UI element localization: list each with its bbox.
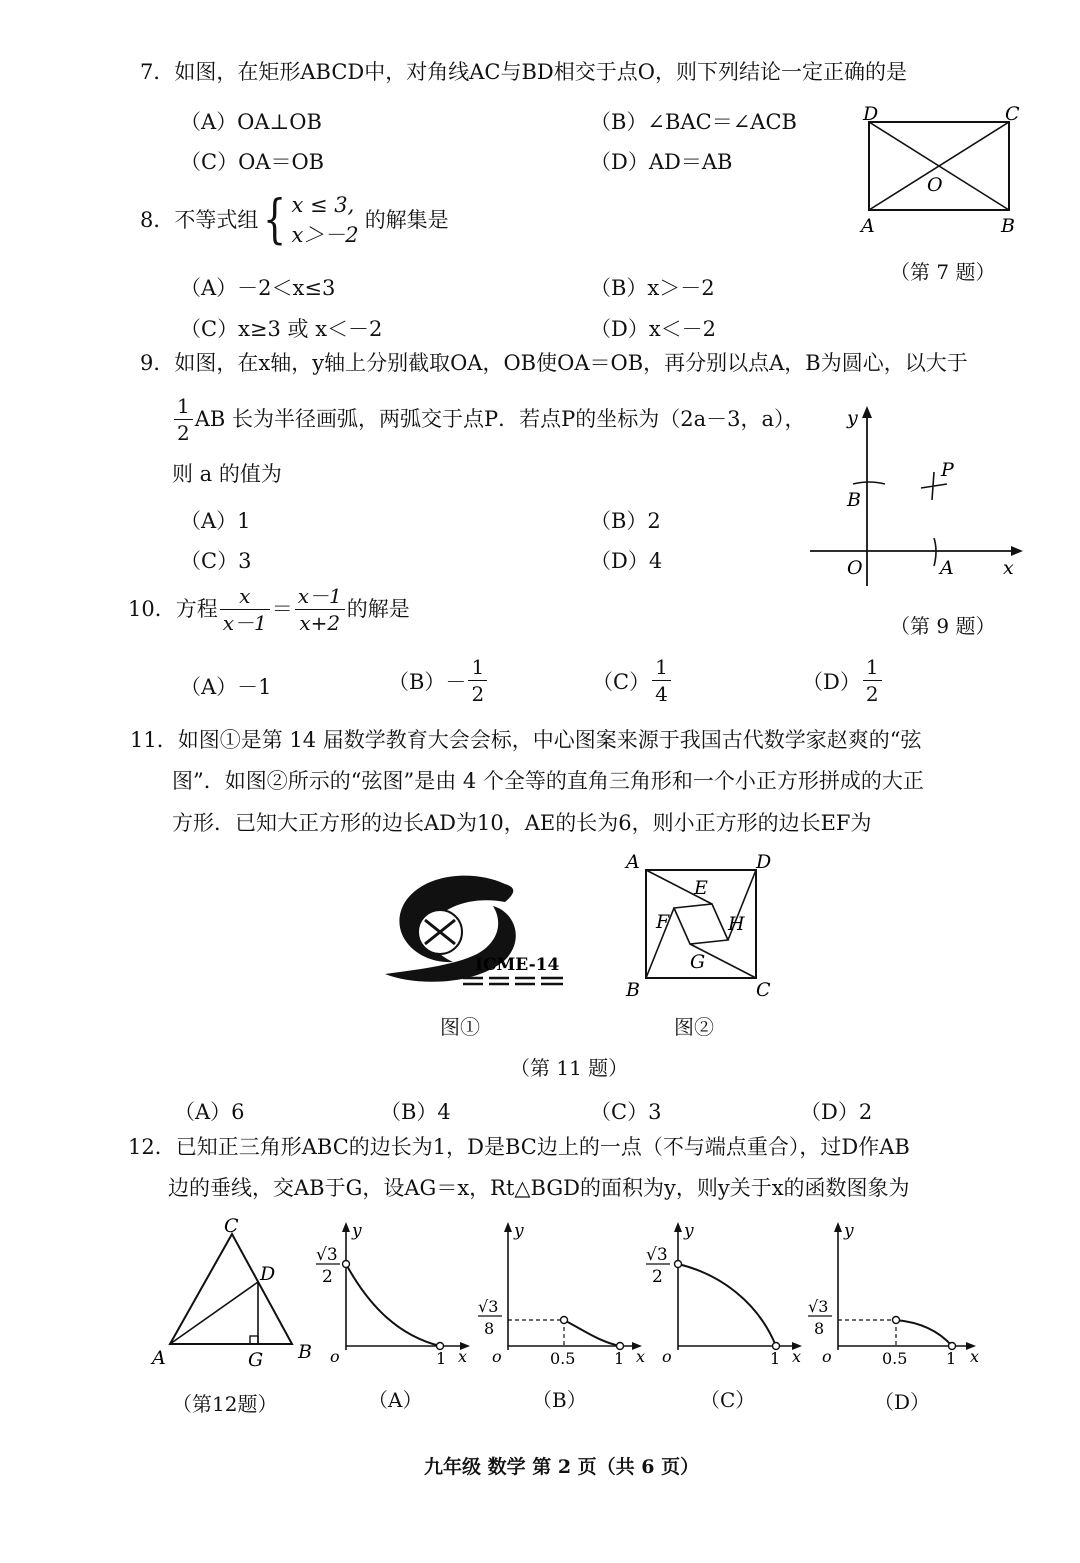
q12-label-a: A [152, 1347, 166, 1369]
q11-option-d: （D）2 [800, 1100, 873, 1124]
q10-option-b-num: 1 [468, 656, 487, 681]
q7-stem: 7．如图，在矩形ABCD中，对角线AC与BD相交于点O，则下列结论一定正确的是 [140, 60, 907, 84]
q12-stem-line1: 12．已知正三角形ABC的边长为1，D是BC边上的一点（不与端点重合），过D作AB [128, 1135, 910, 1159]
q10-option-c-prefix: （C） [592, 669, 651, 694]
q12-graph-b-label: （B） [532, 1388, 587, 1412]
q8-system [291, 190, 358, 251]
q11-string-diagram [620, 848, 790, 1000]
q12-triangle-figure [148, 1212, 323, 1372]
q9-label-p: P [941, 459, 954, 481]
q10-option-d-num: 1 [863, 656, 882, 681]
q12-graph-d-ytick-den: 8 [814, 1319, 825, 1338]
q12-graph-c-xlabel: x [792, 1347, 802, 1366]
q11-label-d: D [756, 851, 772, 873]
q12-graph-b-origin: o [492, 1347, 502, 1366]
q10-lhs-num: x [220, 585, 270, 610]
q12-graph-c-label: （C） [700, 1388, 756, 1412]
q9-label-b: B [847, 489, 861, 511]
page-footer: 九年级 数学 第 2 页（共 6 页） [424, 1456, 700, 1478]
q7-label-o: O [927, 174, 943, 196]
q12-graph-a [310, 1218, 475, 1366]
q8-option-c: （C）x≥3 或 x＜－2 [180, 317, 383, 341]
q10-equals: ＝ [271, 597, 293, 621]
q12-graph-b-ylabel: y [514, 1221, 524, 1241]
q12-graph-c-ylabel: y [684, 1221, 694, 1241]
q7-option-d: （D）AD＝AB [590, 150, 733, 174]
q12-graph-d-origin: o [822, 1347, 832, 1366]
q12-figure-caption: （第12题） [172, 1392, 278, 1416]
q7-figure-caption: （第 7 题） [890, 260, 996, 284]
q11-fig2-caption: 图② [674, 1015, 714, 1039]
q8-tail: 的解集是 [364, 207, 449, 232]
q10-option-d-prefix: （D） [802, 669, 861, 694]
q8-option-b: （B）x＞－2 [590, 276, 715, 300]
q8-lead: 8．不等式组 [140, 207, 259, 232]
q12-label-g: G [248, 1349, 264, 1371]
q11-figure-caption: （第 11 题） [510, 1056, 629, 1080]
q12-graph-a-ytick-num: √3 [316, 1245, 338, 1265]
q11-option-b: （B）4 [380, 1100, 451, 1124]
q7-label-d: D [863, 103, 879, 125]
q12-graph-d-ytick-num: √3 [808, 1297, 829, 1316]
q10-stem [128, 585, 410, 634]
q9-label-o: O [847, 557, 863, 579]
q12-graph-d-xtick: 1 [946, 1349, 957, 1366]
q11-stem-line1: 11．如图①是第 14 届数学教育大会会标，中心图案来源于我国古代数学家赵爽的“弦 [130, 728, 922, 752]
q9-label-y: y [847, 407, 858, 429]
q7-label-a: A [861, 215, 875, 237]
q9-figure-caption: （第 9 题） [890, 614, 996, 638]
q10-option-c [592, 656, 673, 705]
q8-option-a: （A）－2＜x≤3 [180, 276, 336, 300]
q8-option-d: （D）x＜－2 [590, 317, 717, 341]
q10-option-d-den: 2 [865, 682, 879, 706]
q12-graph-d [808, 1218, 988, 1366]
q12-graph-b-xtick-mid: 0.5 [550, 1349, 576, 1366]
q12-graph-a-ylabel: y [352, 1221, 362, 1241]
q10-rhs-den: x+2 [299, 611, 341, 635]
q7-rectangle-figure [855, 98, 1030, 243]
q11-option-c: （C）3 [590, 1100, 662, 1124]
q11-label-e: E [694, 877, 708, 899]
q9-coordinate-figure [805, 400, 1035, 590]
q8-brace: { [263, 190, 287, 251]
q12-graph-b-ytick-num: √3 [478, 1297, 499, 1316]
q10-option-b-prefix: （B）－ [388, 669, 467, 694]
q9-option-c: （C）3 [180, 549, 252, 573]
q12-graph-a-xlabel: x [458, 1347, 468, 1366]
q12-graph-c [640, 1218, 810, 1366]
q9-stem2: AB 长为半径画弧，两弧交于点P．若点P的坐标为（2a－3，a）， [194, 407, 806, 431]
q10-lhs-fraction [220, 585, 270, 634]
q11-label-c: C [756, 979, 771, 1000]
q12-graph-d-xtick-mid: 0.5 [882, 1349, 908, 1366]
q9-stem-line1: 9．如图，在x轴，y轴上分别截取OA，OB使OA＝OB，再分别以点A，B为圆心，以大于 [140, 351, 968, 375]
q7-option-b: （B）∠BAC＝∠ACB [590, 110, 797, 134]
q10-tail: 的解是 [346, 597, 410, 621]
q12-graph-b-xlabel: x [636, 1347, 646, 1366]
q12-graph-c-xtick: 1 [770, 1349, 781, 1366]
q9-half-fraction [174, 395, 193, 444]
q8-line2: x＞－2 [291, 223, 359, 248]
q10-option-c-den: 4 [655, 682, 668, 706]
q12-graph-c-ytick-num: √3 [646, 1245, 668, 1265]
q10-option-c-num: 1 [652, 656, 671, 681]
q11-label-f: F [656, 911, 670, 933]
q9-option-b: （B）2 [590, 509, 661, 533]
q12-graph-d-label: （D） [874, 1390, 931, 1414]
q11-label-g: G [690, 951, 706, 973]
q11-stem-line3: 方形．已知大正方形的边长AD为10，AE的长为6，则小正方形的边长EF为 [172, 811, 872, 835]
q11-label-h: H [728, 913, 745, 935]
q10-rhs-fraction [295, 585, 345, 634]
q7-option-a: （A）OA⊥OB [180, 110, 322, 134]
q10-rhs-num: x－1 [295, 585, 345, 610]
q12-label-d: D [260, 1263, 276, 1285]
q12-graph-a-ytick-den: 2 [322, 1267, 333, 1287]
q9-half-num: 1 [174, 395, 193, 420]
q9-half-den: 2 [177, 421, 190, 445]
q9-stem-line2 [172, 395, 806, 444]
q12-label-b: B [298, 1341, 312, 1363]
q12-graph-d-ylabel: y [844, 1221, 854, 1241]
q10-option-d [802, 656, 884, 705]
q10-option-b-den: 2 [471, 682, 485, 706]
q12-graph-b [478, 1218, 653, 1366]
q9-option-a: （A）1 [180, 509, 251, 533]
q12-graph-c-ytick-den: 2 [652, 1267, 663, 1287]
q7-label-c: C [1005, 103, 1020, 125]
q12-graph-b-ytick-den: 8 [484, 1319, 495, 1338]
q12-graph-a-origin: o [330, 1347, 340, 1366]
q10-option-b [388, 656, 489, 705]
q12-stem-line2: 边的垂线，交AB于G，设AG＝x，Rt△BGD的面积为y，则y关于x的函数图象为 [168, 1176, 910, 1200]
q7-option-c: （C）OA＝OB [180, 150, 325, 174]
q11-label-a: A [626, 851, 640, 873]
q11-fig1-caption: 图① [440, 1015, 480, 1039]
q8-line1: x ≤ 3, [291, 193, 355, 217]
q11-stem-line2: 图”．如图②所示的“弦图”是由 4 个全等的直角三角形和一个小正方形拼成的大正 [172, 769, 924, 793]
icme-logo-text: ICME-14 [475, 955, 560, 975]
q10-option-a: （A）－1 [180, 675, 272, 699]
q11-option-a: （A）6 [174, 1100, 245, 1124]
q12-label-c: C [224, 1215, 239, 1237]
q7-label-b: B [1001, 215, 1015, 237]
q9-label-a: A [940, 557, 954, 579]
q12-graph-d-xlabel: x [970, 1347, 980, 1366]
q12-graph-b-xtick: 1 [614, 1349, 625, 1366]
q9-label-x: x [1003, 557, 1014, 579]
q10-lhs-den: x－1 [222, 611, 267, 635]
q8-stem [140, 190, 449, 251]
q11-label-b: B [626, 979, 640, 1000]
q12-graph-c-origin: o [662, 1347, 672, 1366]
q9-option-d: （D）4 [590, 549, 663, 573]
q12-graph-a-xtick: 1 [436, 1349, 447, 1366]
q12-graph-a-label: （A） [368, 1388, 423, 1412]
q10-lead: 10．方程 [128, 597, 218, 621]
icme-logo [365, 862, 575, 997]
q9-stem-line3: 则 a 的值为 [172, 462, 282, 486]
